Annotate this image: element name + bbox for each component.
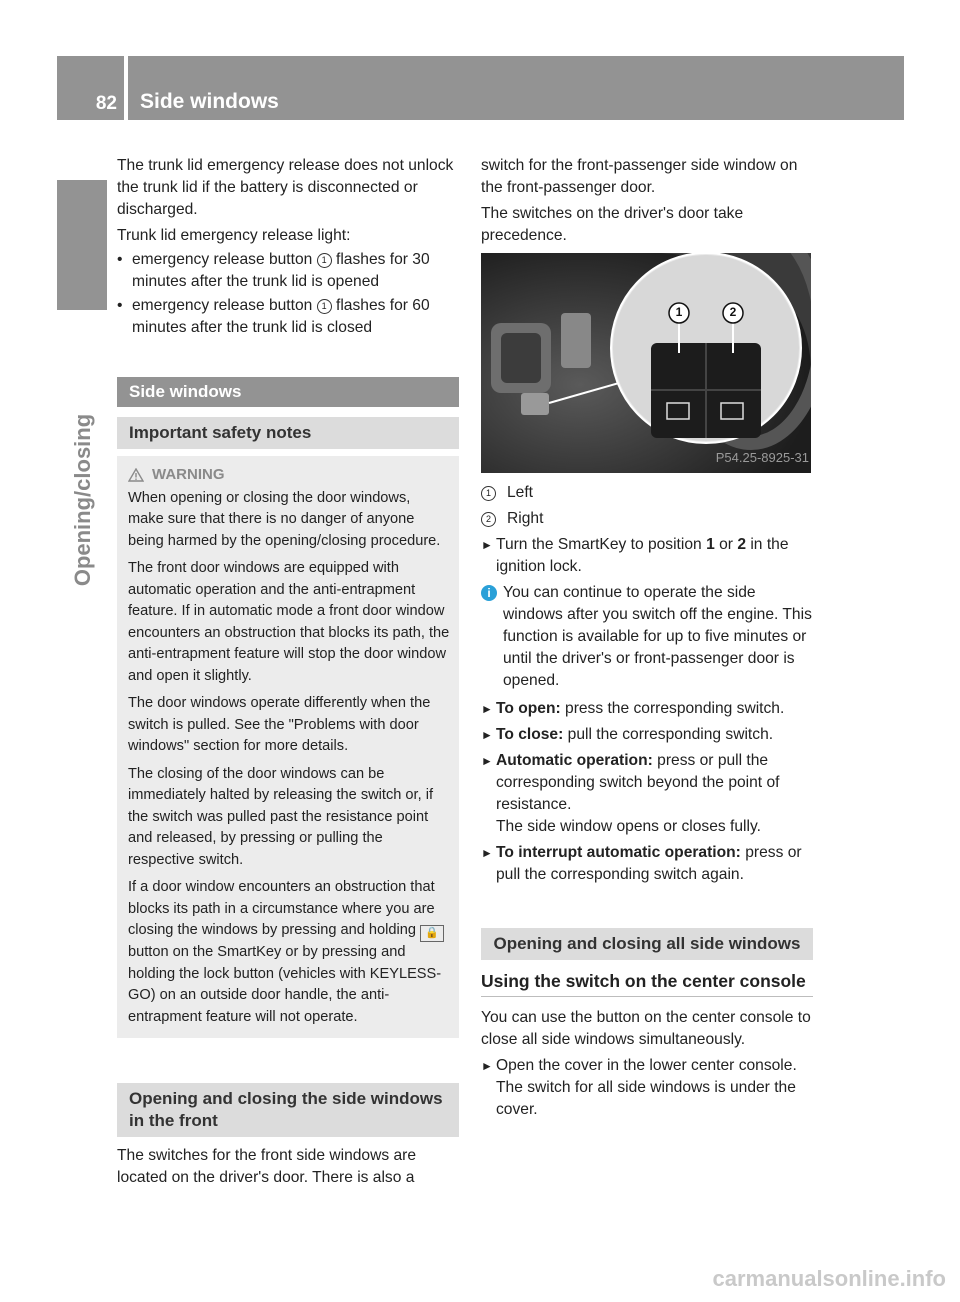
bullet-item: • emergency release button 1 flashes for 30 minutes after the trunk lid is opened xyxy=(117,249,459,293)
door-switch-illustration xyxy=(481,253,811,473)
right-column-top xyxy=(481,155,813,247)
door-switch-photo xyxy=(481,253,811,473)
step-arrow-icon: ► xyxy=(481,728,493,742)
callout-1-icon: 1 xyxy=(481,486,496,501)
info-note: i You can continue to operate the side windows after you switch off the engine. This function is available for up to five minutes or until the driver's or front-passenger door is opened. xyxy=(481,582,813,692)
step-item: ► To close: pull the corresponding switch. xyxy=(481,724,813,746)
step-item: ► Open the cover in the lower center console. The switch for all side windows is under the cover. xyxy=(481,1055,813,1121)
intro-text: The trunk lid emergency release does not unlock the trunk lid if the battery is disconnected or discharged. xyxy=(117,157,454,218)
lock-key-icon: 🔒 xyxy=(420,925,444,942)
callout-2-icon: 2 xyxy=(481,512,496,527)
bullet-item: • emergency release button 1 flashes for 60 minutes after the trunk lid is closed xyxy=(117,295,459,339)
photo-code: P54.25-8925-31 xyxy=(715,450,809,465)
step-arrow-icon: ► xyxy=(481,702,493,716)
section-heading-side-windows: Side windows xyxy=(117,377,459,407)
front-windows-text: The switches for the front side windows are located on the driver's door. There is also a xyxy=(117,1147,417,1186)
site-watermark: carmanualsonline.info xyxy=(712,1266,946,1291)
step-item: ► To open: press the corresponding switch. xyxy=(481,698,813,720)
callout-1-icon: 1 xyxy=(317,253,332,268)
step-item: ► Turn the SmartKey to position 1 or 2 in the ignition lock. xyxy=(481,534,813,578)
warning-title: WARNING xyxy=(128,464,450,486)
warning-paragraph: If a door window encounters an obstruction that blocks its path in a circumstance where you are closing the windows by pressing and holding 🔒 button on the SmartKey or by pressing and holding the lock button (vehicles with KEYLESS-GO) on an outside door handle, the anti-entrapment feature will not operate. xyxy=(128,877,450,1028)
step-arrow-icon: ► xyxy=(481,846,493,860)
chapter-label: Opening/closing xyxy=(70,413,95,587)
light-label: Trunk lid emergency release light: xyxy=(117,227,351,244)
step-item: ► Automatic operation: press or pull the corresponding switch beyond the point of resistance. The side window opens or closes fully. xyxy=(481,750,813,838)
legend-item: 2 Right xyxy=(481,508,813,530)
page-number: 82 xyxy=(95,93,117,114)
heading-divider xyxy=(481,996,813,997)
step-item: ► To interrupt automatic operation: press or pull the corresponding switch again. xyxy=(481,842,813,886)
warning-triangle-icon xyxy=(128,468,144,482)
right-column-bottom xyxy=(481,482,813,1121)
step-arrow-icon: ► xyxy=(481,754,493,768)
legend-item: 1 Left xyxy=(481,482,813,504)
warning-paragraph: The front door windows are equipped with automatic operation and the anti-entrapment feature. If in automatic mode a front door window encounters an obstruction that blocks its path, the anti-entrapment feature will stop the door window and open it slightly. xyxy=(128,560,450,684)
warning-paragraph: The door windows operate differently when the switch is pulled. See the "Problems with door windows" section for more details. xyxy=(128,695,431,754)
step-arrow-icon: ► xyxy=(481,538,493,552)
info-icon: i xyxy=(481,585,497,601)
callout-1-label: 1 xyxy=(675,305,683,319)
warning-paragraph: When opening or closing the door windows, make sure that there is no danger of anyone being harmed by the opening/closing procedure. xyxy=(128,489,441,549)
page-title: Side windows xyxy=(140,90,279,113)
auto-result: The side window opens or closes fully. xyxy=(496,818,761,835)
callout-1-icon: 1 xyxy=(317,299,332,314)
step-arrow-icon: ► xyxy=(481,1059,493,1073)
warning-paragraph: The closing of the door windows can be immediately halted by releasing the switch or, if the switch was pulled past the resistance point and released, by pressing or pulling the respective switch. xyxy=(128,765,433,868)
center-console-text: You can use the button on the center console to close all side windows simultaneously. xyxy=(481,1009,811,1048)
precedence-text: The switches on the driver's door take precedence. xyxy=(481,205,744,244)
header-separator xyxy=(124,56,128,120)
left-column xyxy=(117,155,459,1189)
bullet-dot: • xyxy=(117,251,123,268)
subsection-heading-center-console: Using the switch on the center console xyxy=(481,971,806,991)
section-heading-front-windows: Opening and closing the side windows in the front xyxy=(117,1083,459,1137)
chapter-tab xyxy=(57,180,107,310)
warning-box xyxy=(117,456,459,1038)
section-heading-all-windows: Opening and closing all side windows xyxy=(481,928,813,960)
callout-2-label: 2 xyxy=(729,305,737,319)
continuation-text: switch for the front-passenger side window on the front-passenger door. xyxy=(481,157,798,196)
subsection-heading-safety: Important safety notes xyxy=(117,417,459,449)
bullet-dot: • xyxy=(117,297,123,314)
